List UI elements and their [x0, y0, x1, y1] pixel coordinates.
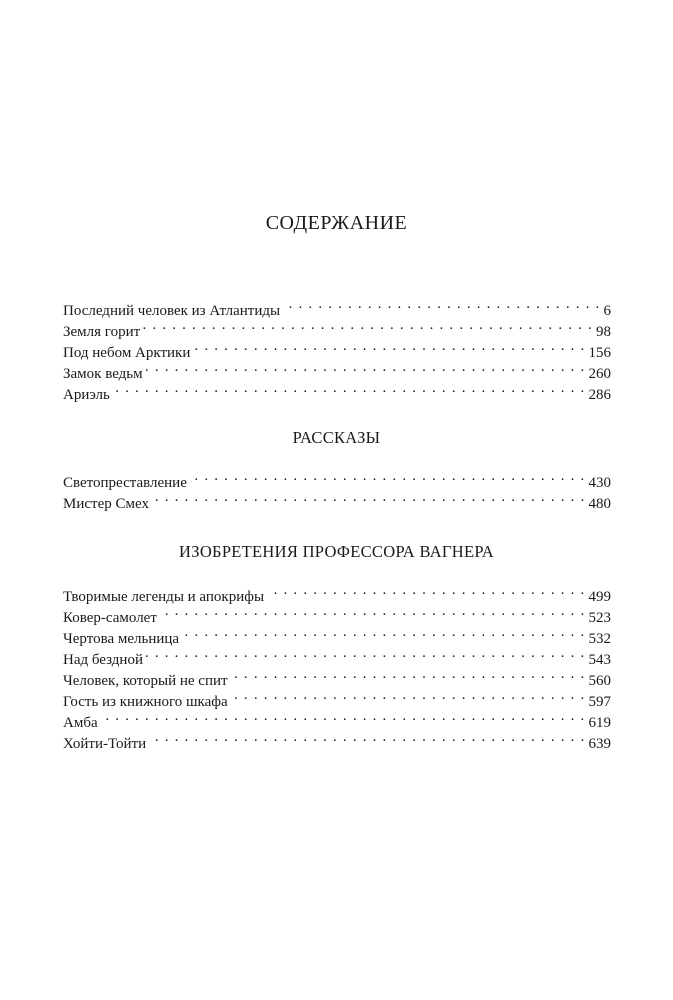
toc-entry-title: Под небом Арктики — [63, 345, 191, 361]
toc-entry[interactable] — [63, 466, 611, 491]
toc-entry-page: 639 — [588, 736, 611, 752]
dot-leader — [190, 466, 586, 487]
toc-entry-page: 560 — [588, 673, 611, 689]
dot-leader — [146, 643, 586, 664]
section-heading-wagner: ИЗОБРЕТЕНИЯ ПРОФЕССОРА ВАГНЕРА — [179, 542, 494, 561]
toc-entry-page: 597 — [588, 694, 611, 710]
toc-entry-title: Хойти-Тойти — [63, 736, 147, 752]
toc-entry[interactable] — [63, 378, 611, 403]
toc-entry-title: Замок ведьм — [63, 366, 143, 382]
toc-entry-title: Гость из книжного шкафа — [63, 694, 228, 710]
toc-entry-title: Светопреставление — [63, 475, 187, 491]
toc-entry-page: 619 — [588, 715, 611, 731]
toc-entry-page: 98 — [596, 324, 611, 340]
toc-entry-page: 286 — [588, 387, 611, 403]
dot-leader — [160, 601, 586, 622]
dot-leader — [143, 315, 593, 336]
toc-entry[interactable] — [63, 315, 611, 340]
toc-entry-title: Ариэль — [63, 387, 110, 403]
toc-entry-title: Творимые легенды и апокрифы — [63, 589, 265, 605]
dot-leader — [152, 487, 586, 508]
toc-entry-title: Последний человек из Атлантиды — [63, 303, 281, 319]
toc-novels — [63, 294, 611, 403]
toc-entry-title: Ковер-самолет — [63, 610, 157, 626]
dot-leader — [193, 336, 585, 357]
page-title: СОДЕРЖАНИЕ — [265, 212, 408, 234]
toc-entry-page: 543 — [588, 652, 611, 668]
dot-leader — [113, 378, 586, 399]
toc-entry[interactable] — [63, 357, 611, 382]
dot-leader — [283, 294, 600, 315]
toc-entry-page: 523 — [588, 610, 611, 626]
toc-entry-page: 499 — [588, 589, 611, 605]
dot-leader — [182, 622, 585, 643]
toc-entry-title: Мистер Смех — [63, 496, 149, 512]
toc-wagner — [63, 580, 611, 752]
toc-entry-title: Человек, который не спит — [63, 673, 228, 689]
toc-entry-page: 480 — [588, 496, 611, 512]
dot-leader — [101, 706, 586, 727]
toc-entry-page: 6 — [603, 303, 611, 319]
toc-entry[interactable] — [63, 727, 611, 752]
toc-stories — [63, 466, 611, 512]
toc-entry-page: 156 — [588, 345, 611, 361]
toc-entry[interactable] — [63, 294, 611, 319]
toc-entry[interactable] — [63, 706, 611, 731]
toc-entry-title: Чертова мельница — [63, 631, 180, 647]
toc-entry-title: Амба — [63, 715, 98, 731]
toc-entry-title: Земля горит — [63, 324, 141, 340]
toc-entry-page: 532 — [588, 631, 611, 647]
dot-leader — [146, 357, 586, 378]
toc-entry[interactable] — [63, 580, 611, 605]
dot-leader — [267, 580, 585, 601]
toc-entry-title: Над бездной — [63, 652, 143, 668]
toc-entry-page: 260 — [588, 366, 611, 382]
dot-leader — [231, 664, 586, 685]
toc-entry[interactable] — [63, 336, 611, 361]
section-heading-stories: РАССКАЗЫ — [292, 428, 381, 447]
toc-entry-page: 430 — [588, 475, 611, 491]
dot-leader — [231, 685, 586, 706]
dot-leader — [149, 727, 585, 748]
toc-entry[interactable] — [63, 643, 611, 668]
